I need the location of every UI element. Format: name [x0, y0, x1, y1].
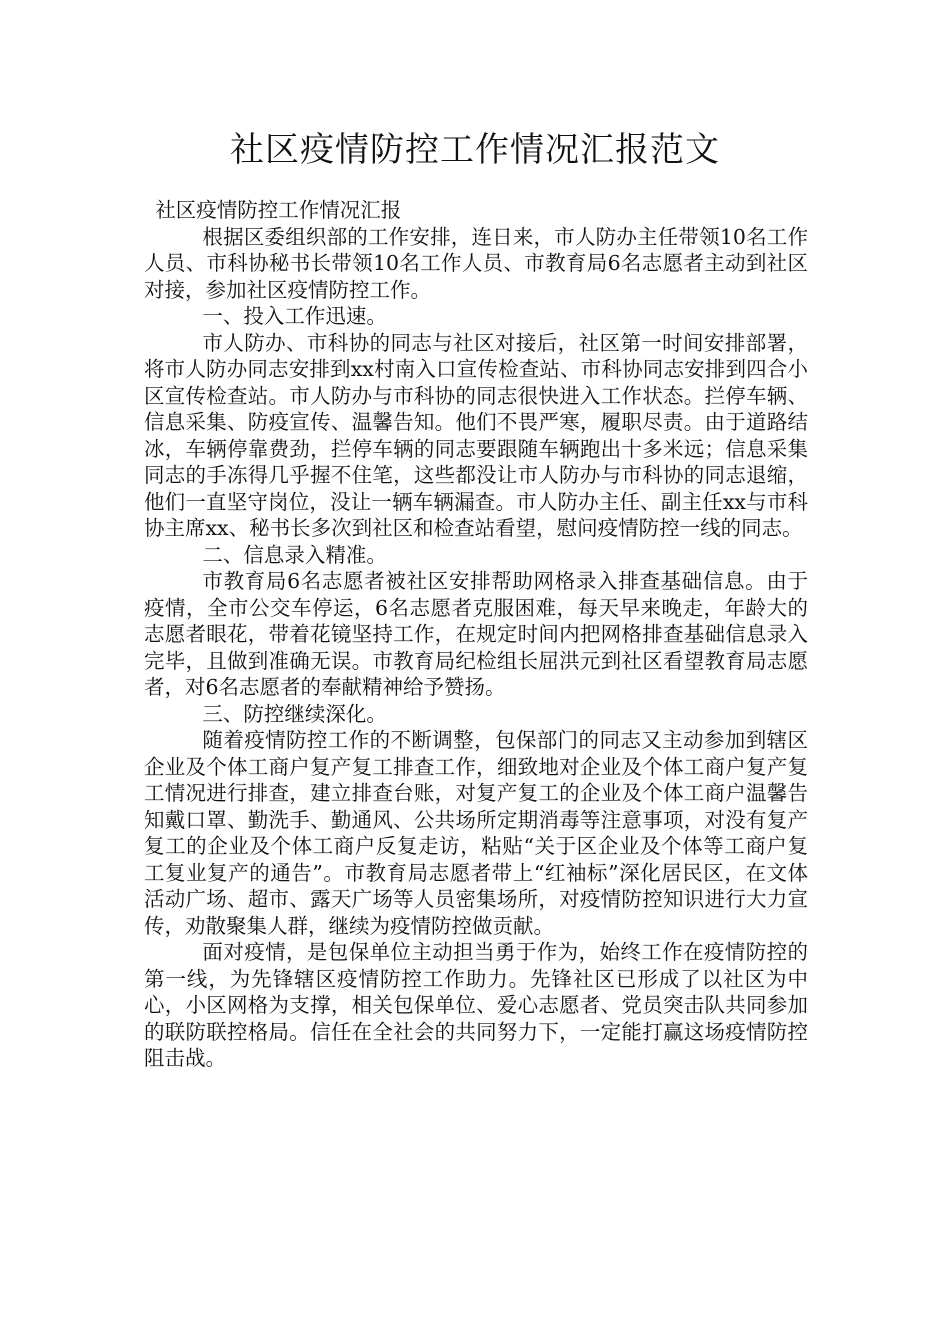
- section-heading-2: 二、信息录入精准。: [202, 542, 387, 567]
- document-body: [144, 197, 808, 1072]
- paragraph-section-2: 市教育局6名志愿者被社区安排帮助网格录入排查基础信息。由于疫情，全市公交车停运，6名志愿者克服困难，每天早来晚走，年龄大的志愿者眼花，带着花镜坚持工作，在规定时间内把网格排查基础信息录入完毕，且做到准确无误。市教育局纪检组长屈洪元到社区看望教育局志愿者，对6名志愿者的奉献精神给予赞扬。: [144, 569, 808, 699]
- section-heading-1: 一、投入工作迅速。: [202, 304, 387, 328]
- document-title: 社区疫情防控工作情况汇报范文: [230, 130, 720, 170]
- paragraph-conclusion: 面对疫情，是包保单位主动担当勇于作为，始终工作在疫情防控的第一线，为先锋辖区疫情防控工作助力。先锋社区已形成了以社区为中心，小区网格为支撑，相关包保单位、爱心志愿者、党员突击队共同参加的联防联控格局。信任在全社会的共同努力下，一定能打赢这场疫情防控阻击战。: [144, 940, 808, 1070]
- paragraph-section-3: 随着疫情防控工作的不断调整，包保部门的同志又主动参加到辖区企业及个体工商户复产复工排查工作，细致地对企业及个体工商户复产复工情况进行排查，建立排查台账，对复产复工的企业及个体工商户温馨告知戴口罩、勤洗手、勤通风、公共场所定期消毒等注意事项，对没有复产复工的企业及个体工商户反复走访，粘贴“关于区企业及个体等工商户复工复业复产的通告”。市教育局志愿者带上“红袖标”深化居民区，在文体活动广场、超市、露天广场等人员密集场所，对疫情防控知识进行大力宣传，劝散聚集人群，继续为疫情防控做贡献。: [144, 728, 808, 938]
- paragraph-intro: 根据区委组织部的工作安排，连日来，市人防办主任带领10名工作人员、市科协秘书长带领10名工作人员、市教育局6名志愿者主动到社区对接，参加社区疫情防控工作。: [144, 224, 808, 302]
- document-subtitle: 社区疫情防控工作情况汇报: [155, 198, 402, 222]
- paragraph-section-1: 市人防办、市科协的同志与社区对接后，社区第一时间安排部署，将市人防办同志安排到xx村南入口宣传检查站、市科协同志安排到四合小区宣传检查站。市人防办与市科协的同志很快进入工作状态。拦停车辆、信息采集、防疫宣传、温馨告知。他们不畏严寒，履职尽责。由于道路结冰，车辆停靠费劲，拦停车辆的同志要跟随车辆跑出十多米远；信息采集同志的手冻得几乎握不住笔，这些都没让市人防办与市科协的同志退缩，他们一直坚守岗位，没让一辆车辆漏查。市人防办主任、副主任xx与市科协主席xx、秘书长多次到社区和检查站看望，慰问疫情防控一线的同志。: [144, 330, 808, 540]
- section-heading-3: 三、防控继续深化。: [202, 701, 387, 726]
